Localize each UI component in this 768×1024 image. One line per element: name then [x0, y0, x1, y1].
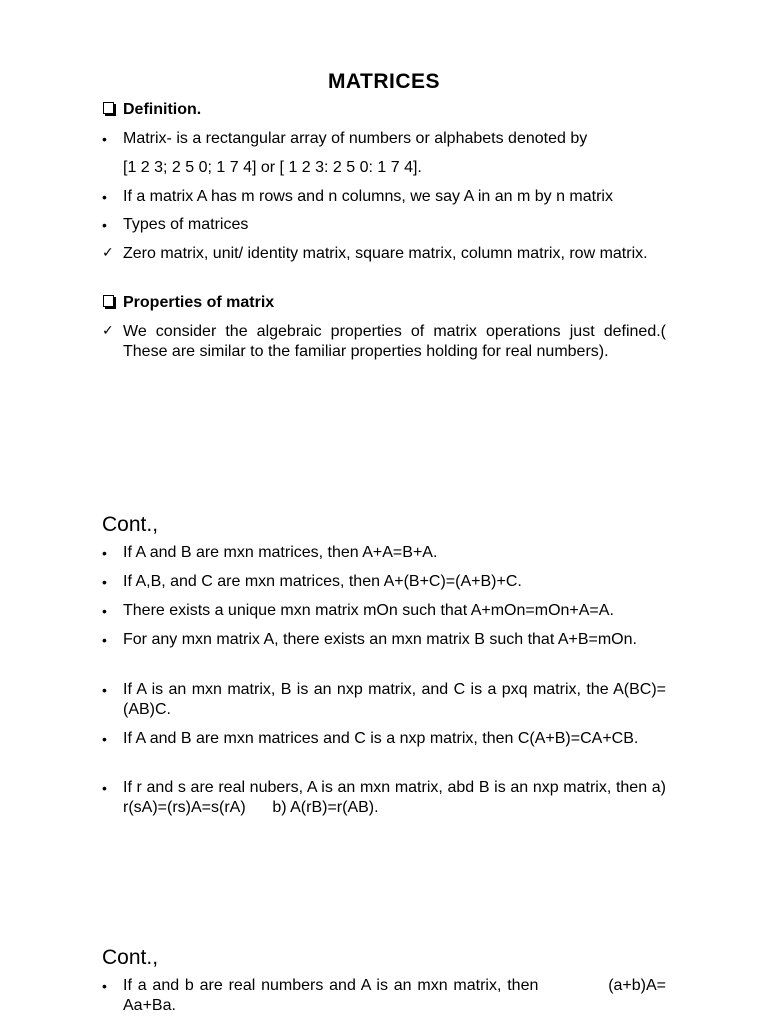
bullet-icon: • [102, 780, 107, 796]
list-item [102, 158, 666, 178]
list-item [102, 244, 666, 264]
list-item [102, 129, 666, 149]
bullet-icon: • [102, 632, 107, 648]
bullet-icon: • [102, 682, 107, 698]
property-text: If A is an mxn matrix, B is an nxp matrix, and C is a pxq matrix, the A(BC)=(AB)C. [123, 681, 666, 718]
properties-text: We consider the algebraic properties of matrix operations just defined.( These are similar to the familiar properties holding for real numbers). [123, 323, 666, 360]
list-item [102, 215, 666, 235]
checkbox-square-icon [103, 295, 114, 307]
checkmark-icon: ✓ [102, 244, 114, 260]
definition-heading-row [102, 100, 666, 120]
page-title: MATRICES [327, 70, 441, 93]
types-text: Types of matrices [123, 216, 249, 233]
property-text: If r and s are real nubers, A is an mxn matrix, abd B is an nxp matrix, then a) r(sA)=(rs)A=s(rA) b) A(rB)=r(AB). [123, 779, 671, 816]
rows-cols-text: If a matrix A has m rows and n columns, we say A in an m by n matrix [123, 188, 613, 205]
list-item [102, 680, 666, 720]
property-text: If a and b are real numbers and A is an mxn matrix, then (a+b)A= Aa+Ba. [123, 977, 670, 1014]
bullet-icon: • [102, 217, 107, 233]
properties-heading-row [102, 293, 666, 313]
bullet-icon: • [102, 603, 107, 619]
list-item [102, 572, 666, 592]
list-item [102, 976, 670, 1016]
bullet-icon: • [102, 545, 107, 561]
types-list-text: Zero matrix, unit/ identity matrix, square matrix, column matrix, row matrix. [123, 245, 648, 262]
property-text: If A and B are mxn matrices, then A+A=B+A. [123, 544, 438, 561]
checkmark-icon: ✓ [102, 322, 114, 338]
list-item [102, 729, 666, 749]
properties-heading: Properties of matrix [123, 294, 275, 311]
section-heading: Cont., [102, 946, 159, 969]
bullet-icon: • [102, 731, 107, 747]
definition-text: Matrix- is a rectangular array of numbers or alphabets denoted by [123, 130, 588, 147]
property-text: If A,B, and C are mxn matrices, then A+(B+C)=(A+B)+C. [123, 573, 522, 590]
checkbox-square-icon [103, 102, 114, 114]
property-text: There exists a unique mxn matrix mOn such that A+mOn=mOn+A=A. [123, 602, 614, 619]
list-item [102, 778, 671, 818]
matrix-notation: [1 2 3; 2 5 0; 1 7 4] or [ 1 2 3: 2 5 0: 1 7 4]. [123, 159, 422, 176]
property-text: For any mxn matrix A, there exists an mxn matrix B such that A+B=mOn. [123, 631, 637, 648]
bullet-icon: • [102, 189, 107, 205]
list-item [102, 601, 666, 621]
section-heading: Cont., [102, 513, 159, 536]
property-text: If A and B are mxn matrices and C is a nxp matrix, then C(A+B)=CA+CB. [123, 730, 639, 747]
list-item [102, 322, 666, 362]
list-item [102, 630, 666, 650]
list-item [102, 543, 666, 563]
list-item [102, 187, 666, 207]
bullet-icon: • [102, 574, 107, 590]
bullet-icon: • [102, 131, 107, 147]
bullet-icon: • [102, 978, 107, 994]
definition-heading: Definition. [123, 101, 202, 118]
